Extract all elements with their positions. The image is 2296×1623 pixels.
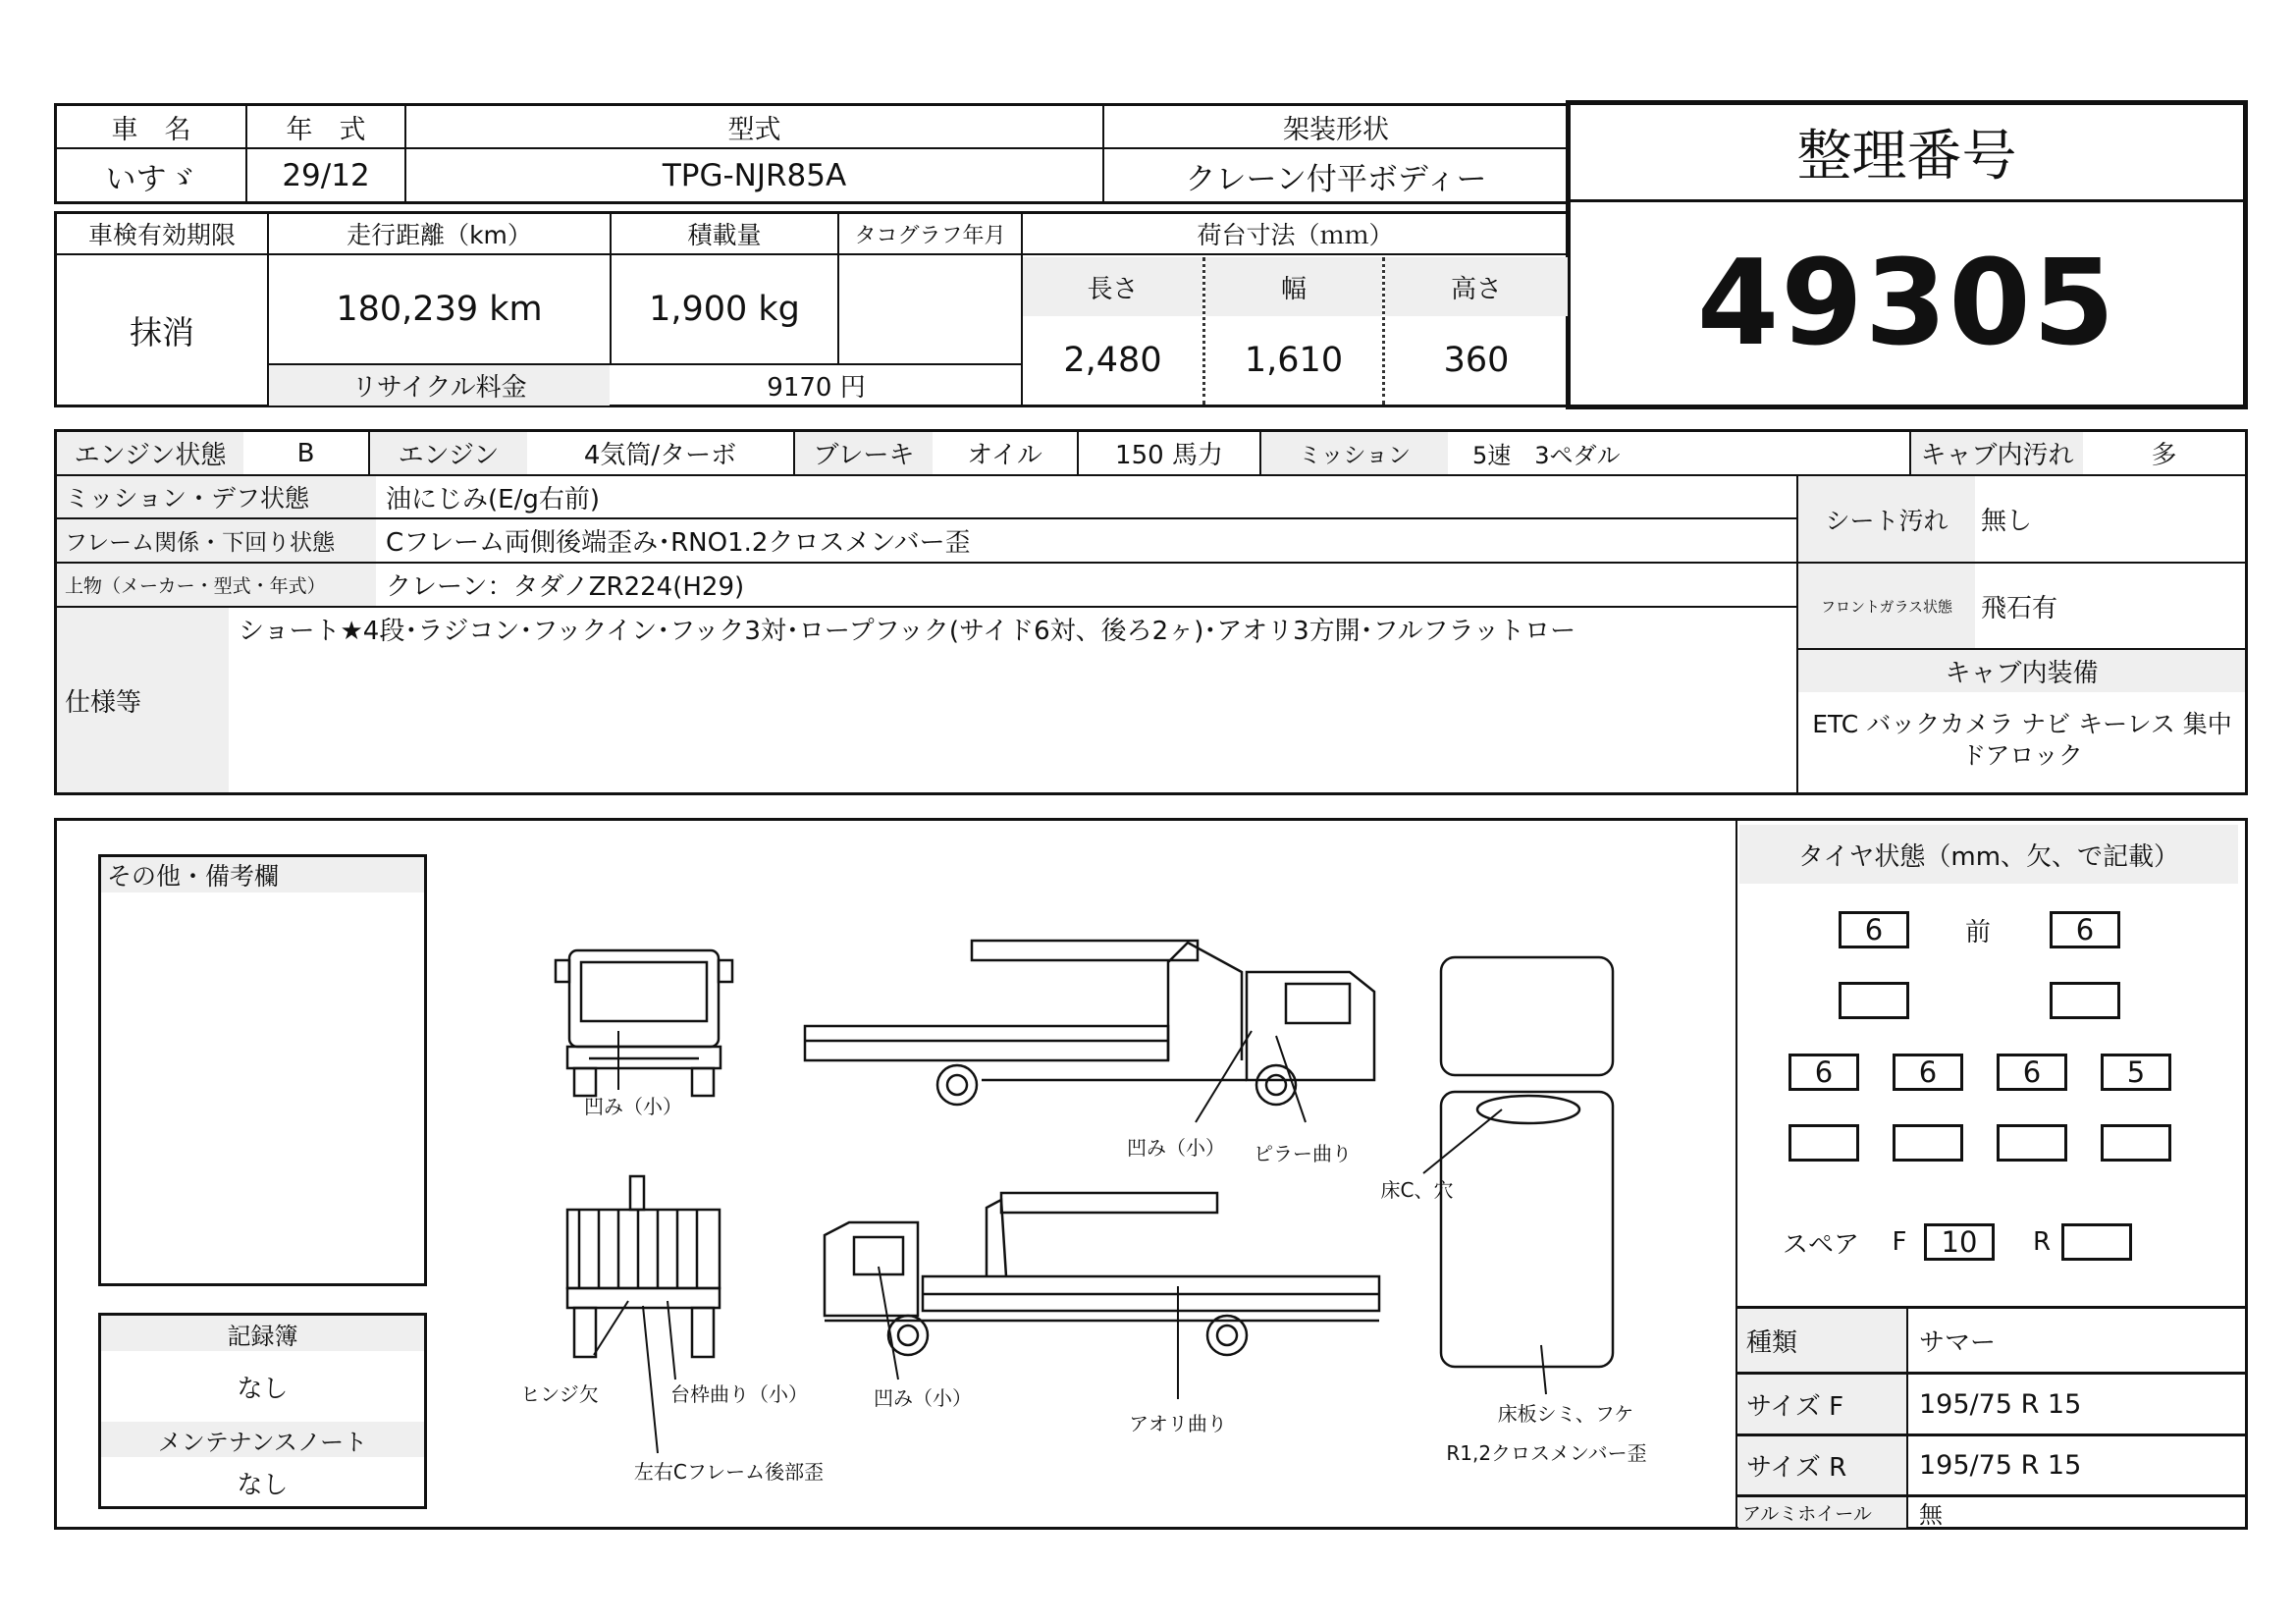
reg-number-value: 49305 — [1696, 236, 2117, 372]
cargo-length-label: 長さ — [1023, 257, 1202, 316]
windshield-value: 飛石有 — [1981, 593, 2058, 623]
label-pillar: ピラー曲り — [1254, 1141, 1352, 1165]
top-view — [1441, 957, 1613, 1367]
mission-label: ミッション — [1261, 432, 1448, 474]
rear-view — [567, 1176, 720, 1357]
car-name-label: 車 名 — [111, 114, 191, 145]
remarks-label: その他・備考欄 — [101, 857, 424, 893]
cargo-height-label: 高さ — [1385, 257, 1568, 316]
size-r-value: 195/75 R 15 — [1919, 1450, 2082, 1481]
inspection-label: 車検有効期限 — [87, 221, 236, 249]
dotted-divider — [1202, 257, 1205, 405]
model-value: TPG-NJR85A — [662, 158, 847, 193]
tire-rear-1: 6 — [1789, 1054, 1859, 1091]
side-view-bottom — [825, 1193, 1379, 1355]
label-side-dent-2: 凹み（小） — [874, 1385, 972, 1410]
windshield-label: フロントガラス状態 — [1798, 564, 1975, 648]
cargo-label: 荷台寸法（ｍｍ） — [1197, 221, 1394, 249]
label-frame-rear: 左右Cフレーム後部歪 — [633, 1459, 825, 1484]
year-value: 29/12 — [282, 158, 370, 193]
cargo-width-label: 幅 — [1205, 257, 1382, 316]
options-value: ショート★4段･ラジコン･フックイン･フック3対･ロープフック(サイド6対、後ろ2ヶ)･アオリ3方開･フルフラットロー — [239, 617, 1576, 646]
label-floor-hole: 床C、穴 — [1380, 1177, 1454, 1202]
tire-rear-2-inner — [1893, 1124, 1963, 1162]
seat-dirt-value: 無し — [1981, 507, 2033, 536]
seat-dirt-label: シート汚れ — [1798, 476, 1975, 562]
label-side-dent: 凹み（小） — [1127, 1135, 1225, 1160]
alloy-value: 無 — [1919, 1501, 1943, 1529]
record-label: 記録簿 — [101, 1316, 424, 1351]
tire-rear-3-inner — [1997, 1124, 2067, 1162]
engine-label: エンジン — [370, 432, 527, 474]
reg-number-label: 整理番号 — [1796, 125, 2017, 189]
power-value: 150 馬力 — [1115, 441, 1223, 470]
label-cross-member: R1,2クロスメンバー歪 — [1446, 1440, 1647, 1465]
tire-rear-2: 6 — [1893, 1054, 1963, 1091]
year-label: 年 式 — [286, 114, 366, 145]
tacho-label: タコグラフ年月 — [854, 223, 1006, 248]
tire-front-left-inner — [1839, 982, 1909, 1019]
tire-rear-4-inner — [2101, 1124, 2171, 1162]
reg-divider — [1571, 199, 2243, 202]
brake-value: オイル — [967, 441, 1042, 470]
record-value: なし — [237, 1374, 289, 1404]
spare-f-value: 10 — [1924, 1223, 1995, 1261]
label-gate-bend: アオリ曲り — [1129, 1411, 1227, 1435]
cab-equip-value: ETC バックカメラ ナビ キーレス 集中ドアロック — [1812, 710, 2232, 770]
inspection-value: 抹消 — [130, 312, 194, 352]
load-value: 1,900 kg — [649, 290, 800, 329]
tire-rear-3: 6 — [1997, 1054, 2067, 1091]
spare-label: スペア — [1782, 1229, 1859, 1260]
maintenance-value: なし — [237, 1470, 289, 1500]
cargo-height-value: 360 — [1443, 341, 1510, 380]
upper-value: クレーン：タダノZR224(H29) — [386, 572, 745, 602]
spare-r-value — [2061, 1223, 2132, 1261]
recycle-label: リサイクル料金 — [269, 365, 610, 406]
engine-state-label: エンジン状態 — [57, 432, 243, 474]
recycle-value: 9170 円 — [767, 373, 866, 403]
alloy-label: アルミホイール — [1738, 1497, 1906, 1528]
car-name-value: いすゞ — [105, 161, 197, 197]
mileage-label: 走行距離（km） — [347, 221, 532, 249]
tire-rear-1-inner — [1789, 1124, 1859, 1162]
label-floor-stain: 床板シミ、フケ — [1497, 1401, 1634, 1426]
cab-dirt-value: 多 — [2151, 441, 2177, 470]
side-view-top — [805, 941, 1374, 1105]
tire-type-label: 種類 — [1738, 1309, 1906, 1372]
label-hinge: ヒンジ欠 — [520, 1381, 599, 1406]
engine-value: 4気筒/ターボ — [583, 441, 737, 470]
tire-type-value: サマー — [1919, 1327, 1997, 1358]
upper-label: 上物（メーカー・型式・年式） — [57, 564, 376, 606]
tire-front-right-inner — [2050, 982, 2120, 1019]
frame-label: フレーム関係・下回り状態 — [57, 519, 376, 562]
tire-front-left: 6 — [1839, 911, 1909, 948]
size-f-value: 195/75 R 15 — [1919, 1388, 2082, 1420]
mileage-value: 180,239 km — [336, 290, 543, 329]
mission-diff-value: 油にじみ(E/g右前) — [386, 484, 600, 514]
size-r-label: サイズ R — [1738, 1436, 1906, 1494]
spec-divider — [54, 606, 1796, 608]
body-type-label: 架装形状 — [1283, 114, 1389, 145]
label-base-bend: 台枠曲り（小） — [670, 1381, 808, 1406]
load-label: 積載量 — [687, 221, 762, 249]
spare-f-label: F — [1892, 1227, 1907, 1257]
model-label: 型式 — [727, 114, 781, 145]
body-type-value: クレーン付平ボディー — [1185, 161, 1487, 197]
mission-diff-label: ミッション・デフ状態 — [57, 476, 376, 517]
cab-dirt-label: キャブ内汚れ — [1911, 432, 2083, 474]
cab-equip-label: キャブ内装備 — [1798, 650, 2245, 692]
maintenance-label: メンテナンスノート — [101, 1422, 424, 1457]
front-view — [556, 950, 732, 1096]
tire-table-col — [1906, 1306, 1908, 1530]
tacho-value — [839, 255, 1021, 363]
label-front-dent: 凹み（小） — [584, 1094, 682, 1118]
tire-section-border — [1735, 818, 1737, 1530]
engine-state-value: B — [296, 438, 315, 468]
frame-value: Cフレーム両側後端歪み･RNO1.2クロスメンバー歪 — [386, 528, 971, 558]
mission-value: 5速 3ペダル — [1472, 442, 1621, 469]
spare-r-label: R — [2032, 1227, 2052, 1257]
front-label: 前 — [1964, 917, 1991, 947]
cargo-width-value: 1,610 — [1244, 341, 1344, 380]
cargo-length-value: 2,480 — [1063, 341, 1162, 380]
tire-title: タイヤ状態（mm、欠、で記載） — [1739, 825, 2238, 884]
size-f-label: サイズ F — [1738, 1375, 1906, 1434]
brake-label: ブレーキ — [795, 432, 933, 474]
tire-front-right: 6 — [2050, 911, 2120, 948]
tire-rear-4: 5 — [2101, 1054, 2171, 1091]
dotted-divider — [1382, 257, 1385, 405]
remarks-box — [98, 854, 427, 1286]
options-label: 仕様等 — [57, 608, 229, 792]
